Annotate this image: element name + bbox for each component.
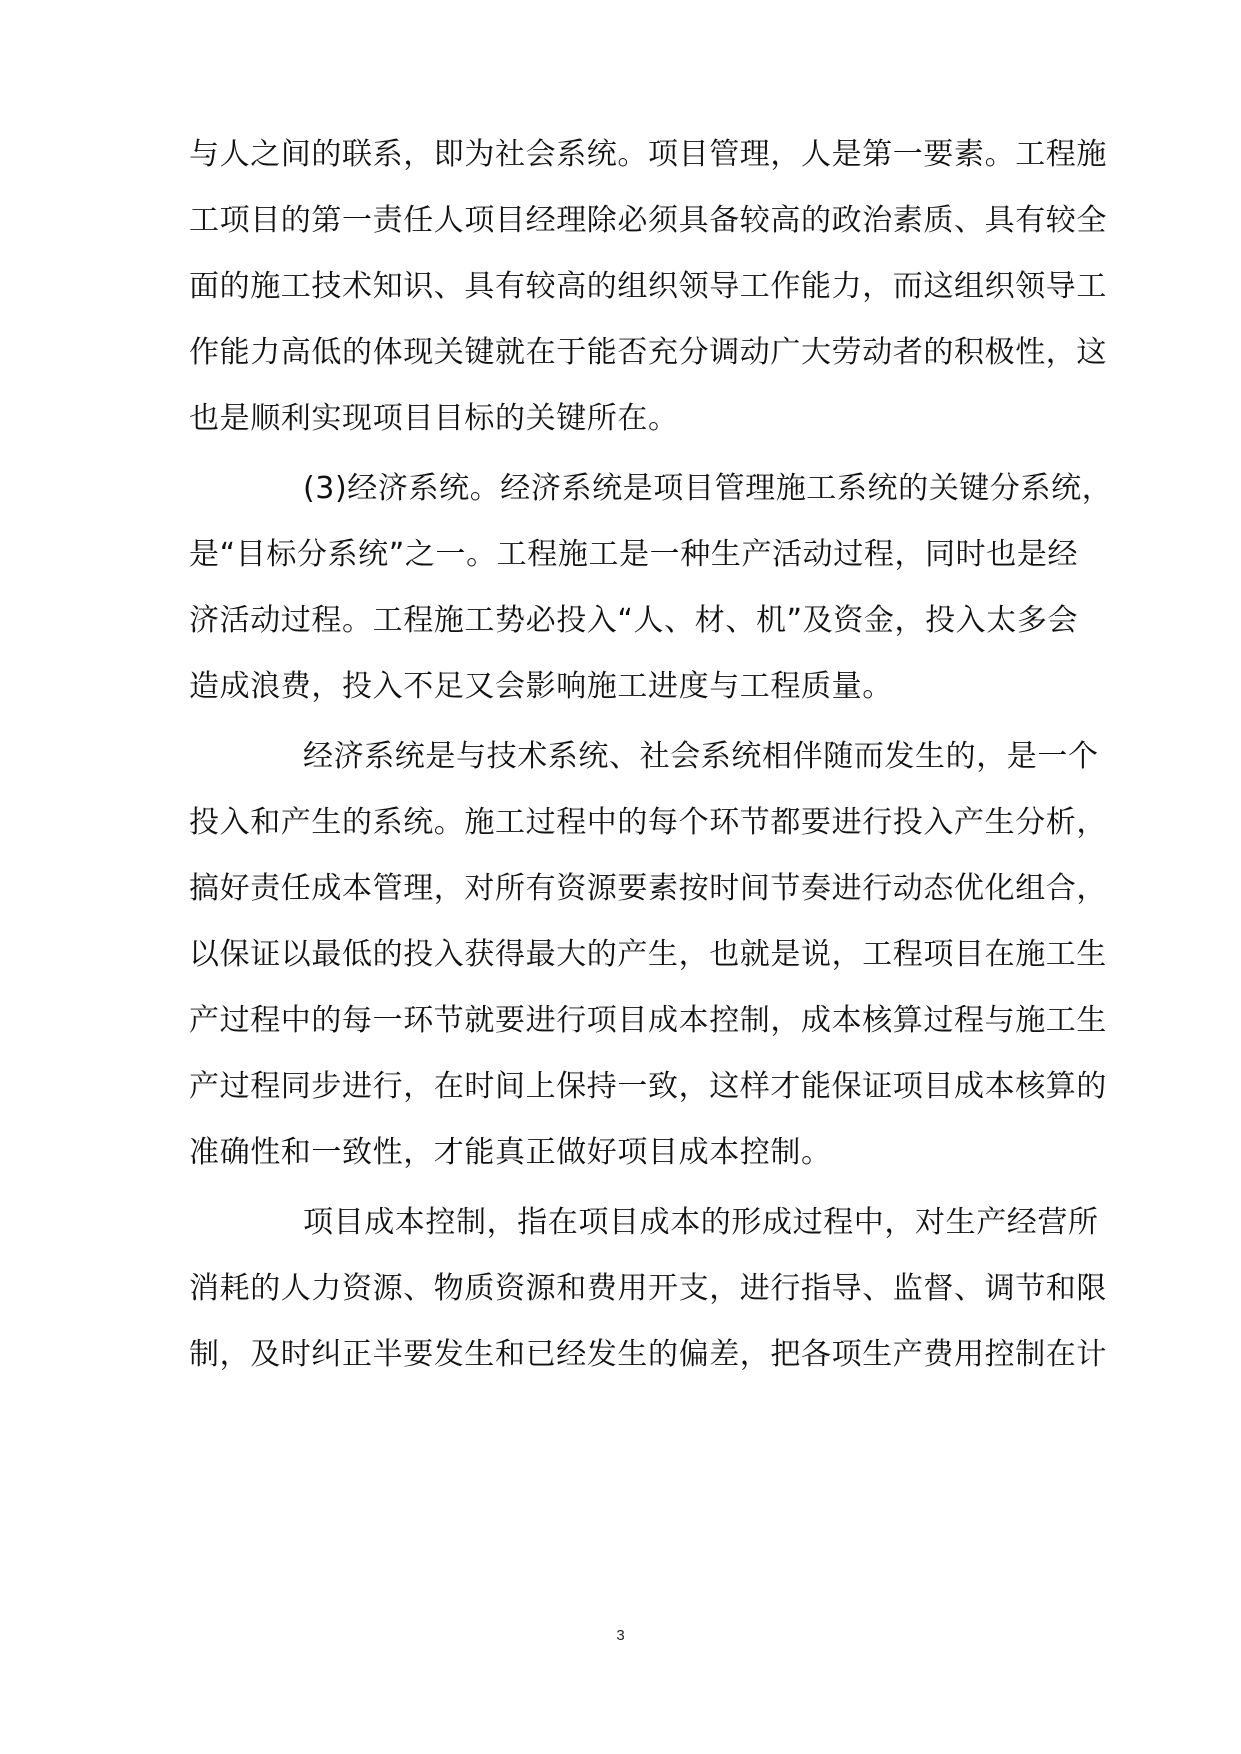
paragraph-1-line-5: 也是顺利实现项目目标的关键所在。	[189, 401, 679, 436]
paragraph-2-line-2: 是“目标分系统”之一。工程施工是一种生产活动过程，同时也是经	[189, 537, 1079, 572]
paragraph-1-line-3: 面的施工技术知识、具有较高的组织领导工作能力，而这组织领导工	[189, 269, 1107, 304]
paragraph-4-line-3: 制，及时纠正半要发生和已经发生的偏差，把各项生产费用控制在计	[189, 1337, 1107, 1372]
paragraph-3-line-4: 以保证以最低的投入获得最大的产生，也就是说，工程项目在施工生	[189, 937, 1107, 972]
page-number: 3	[616, 1627, 625, 1644]
paragraph-3-line-3: 搞好责任成本管理，对所有资源要素按时间节奏进行动态优化组合，	[189, 871, 1107, 906]
paragraph-2-line-1: (3)经济系统。经济系统是项目管理施工系统的关键分系统，	[303, 471, 1113, 506]
paragraph-3-line-5: 产过程中的每一环节就要进行项目成本控制，成本核算过程与施工生	[189, 1003, 1107, 1038]
paragraph-3-line-1: 经济系统是与技术系统、社会系统相伴随而发生的，是一个	[303, 739, 1099, 774]
paragraph-1-line-1: 与人之间的联系，即为社会系统。项目管理，人是第一要素。工程施	[189, 137, 1107, 172]
paragraph-2-line-4: 造成浪费，投入不足又会影响施工进度与工程质量。	[189, 669, 893, 704]
paragraph-3-line-7: 准确性和一致性，才能真正做好项目成本控制。	[189, 1135, 832, 1170]
paragraph-3-line-6: 产过程同步进行，在时间上保持一致，这样才能保证项目成本核算的	[189, 1069, 1107, 1104]
paragraph-1-line-4: 作能力高低的体现关键就在于能否充分调动广大劳动者的积极性，这	[189, 335, 1107, 370]
paragraph-2-line-3: 济活动过程。工程施工势必投入“人、材、机”及资金，投入太多会	[189, 603, 1079, 638]
paragraph-4-line-1: 项目成本控制，指在项目成本的形成过程中，对生产经营所	[303, 1205, 1099, 1240]
paragraph-4-line-2: 消耗的人力资源、物质资源和费用开支，进行指导、监督、调节和限	[189, 1271, 1107, 1306]
paragraph-3-line-2: 投入和产生的系统。施工过程中的每个环节都要进行投入产生分析，	[189, 805, 1107, 840]
paragraph-1-line-2: 工项目的第一责任人项目经理除必须具备较高的政治素质、具有较全	[189, 203, 1107, 238]
